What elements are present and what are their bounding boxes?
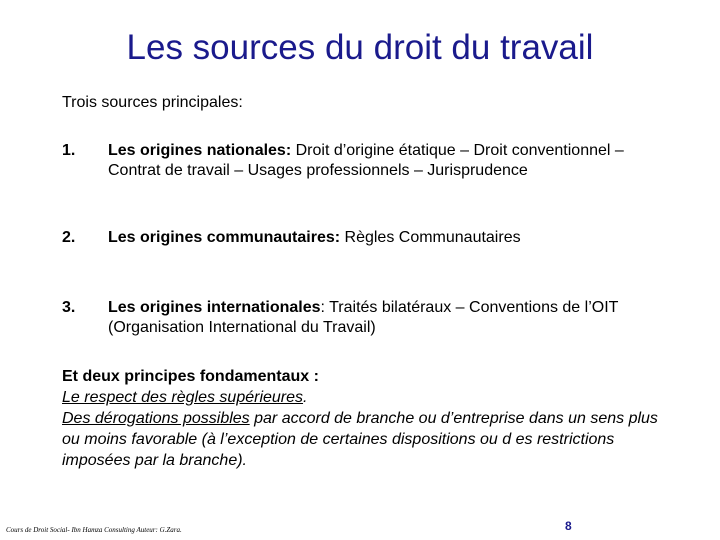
principle-one-rest: .: [303, 389, 308, 406]
source-lead: Les origines nationales:: [108, 142, 292, 159]
source-item-communautaire: [62, 228, 662, 250]
source-text: Droit d’origine étatique – Droit conventionnel – Contrat de travail – Usages professionnels – Jurisprudence: [108, 142, 624, 179]
principle-one-underlined: Le respect des règles supérieures: [62, 389, 304, 406]
slide-title: Les sources du droit du travail: [126, 28, 594, 67]
source-number: 3.: [62, 299, 76, 316]
source-lead: Les origines communautaires:: [108, 229, 341, 246]
source-item-international: [62, 298, 662, 340]
source-body: [108, 298, 664, 338]
source-text: Règles Communautaires: [340, 229, 521, 246]
principle-two-rest: par accord de branche ou d’entreprise dans un sens plus ou moins favorable (à l’exception de certaines dispositions ou d es restrictions imposées par la branche).: [62, 410, 658, 469]
source-item-national: [62, 141, 662, 203]
intro-text: Trois sources principales:: [62, 94, 243, 111]
principle-two: [62, 408, 662, 471]
footer-credit: Cours de Droit Social- Ibn Hamza Consulting Auteur: G.Zara.: [6, 526, 182, 534]
source-number: 1.: [62, 142, 76, 159]
principles-heading: Et deux principes fondamentaux :: [62, 368, 319, 385]
source-number: 2.: [62, 229, 76, 246]
principles-block: [62, 366, 662, 471]
principle-two-underlined: Des dérogations possibles: [62, 410, 250, 427]
source-text: : Traités bilatéraux – Conventions de l’OIT (Organisation International du Travail): [108, 299, 619, 336]
source-body: [108, 228, 664, 248]
source-body: [108, 141, 664, 181]
source-lead: Les origines internationales: [108, 299, 321, 316]
principle-one: [62, 387, 662, 408]
page-number: 8: [565, 519, 572, 533]
